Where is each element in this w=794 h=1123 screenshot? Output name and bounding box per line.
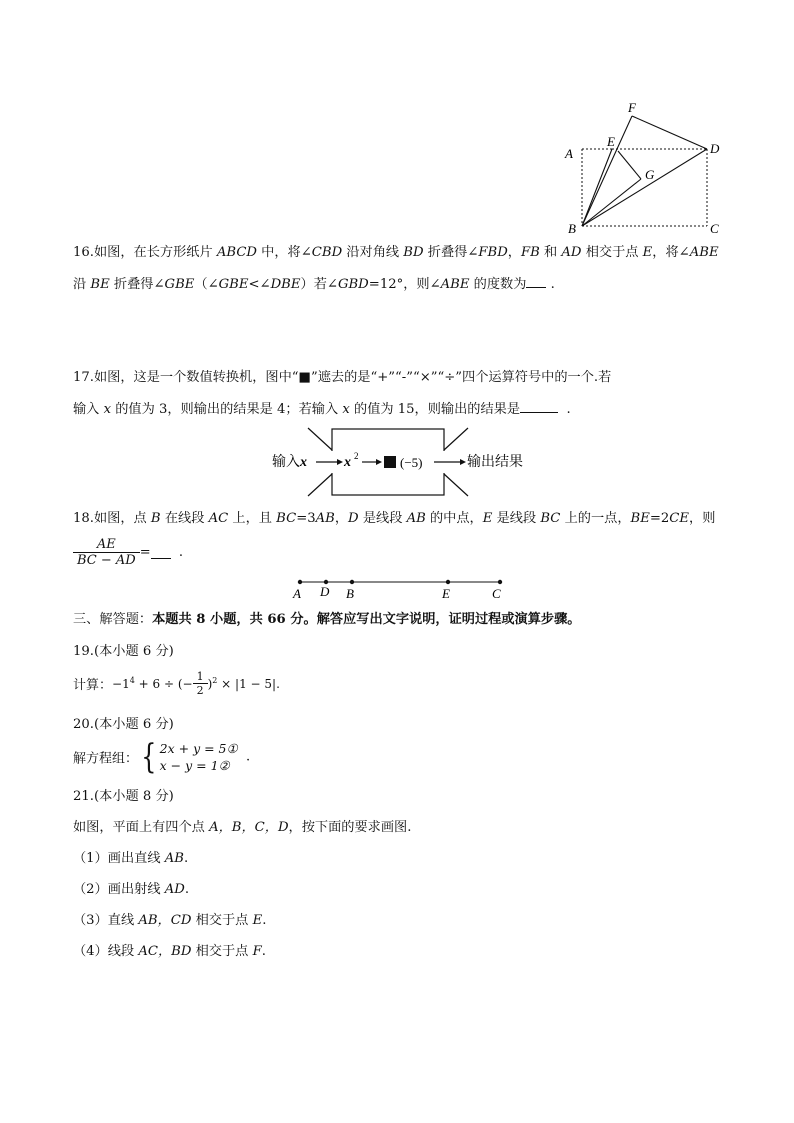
label-A: A	[565, 146, 573, 161]
arrow-2-head	[376, 459, 382, 465]
machine-x-squared: x	[344, 455, 351, 470]
q21-title: 21.(本小题 8 分)	[73, 789, 174, 804]
line-BF	[582, 116, 632, 226]
answer-blank-18[interactable]	[151, 546, 171, 559]
q17-line1: 17.如图，这是一个数值转换机，图中“■”遮去的是“+”“-”“×”“÷”四个运算符号中的一个.若	[73, 370, 612, 385]
equation-system: 2x + y = 5① x − y = 1②	[159, 741, 238, 773]
label-E: E	[607, 134, 615, 149]
funnel-top-left	[308, 428, 332, 450]
q20-title: 20.(本小题 6 分)	[73, 717, 174, 732]
label-E: E	[442, 586, 450, 601]
q20-system: 解方程组：{ 2x + y = 5① x − y = 1② .	[73, 737, 251, 777]
q21-intro: 如图，平面上有四个点 A，B，C，D，按下面的要求画图.	[73, 820, 412, 835]
point-E	[446, 580, 450, 584]
q19-title: 19.(本小题 6 分)	[73, 644, 174, 659]
point-B	[350, 580, 354, 584]
machine-sup-2: 2	[354, 451, 359, 461]
q18-fraction-line: $\frac{AE}{BC - AD}$ = .	[73, 537, 183, 568]
figure-16	[560, 100, 730, 235]
funnel-bottom-left	[308, 474, 332, 496]
label-C: C	[710, 221, 719, 235]
answer-blank-17[interactable]	[520, 400, 558, 413]
label-A: A	[293, 586, 301, 601]
label-B: B	[568, 221, 576, 235]
hidden-operator-square	[384, 456, 396, 468]
label-C: C	[492, 586, 501, 601]
line-FD	[632, 116, 707, 149]
machine-input-x: x	[300, 455, 307, 470]
q18-fraction: $\frac{AE}{BC - AD}$	[73, 537, 140, 568]
brace-icon: {	[141, 737, 157, 777]
q16-line1: 16.如图，在长方形纸片 ABCD 中，将∠CBD 沿对角线 BD 折叠得∠FBD，FB 和 AD 相交于点 E，将∠ABE	[73, 245, 719, 260]
q17-line2: 输入 x 的值为 3，则输出的结果是 4；若输入 x 的值为 15，则输出的结果是 .	[73, 402, 571, 417]
label-G: G	[645, 167, 655, 182]
funnel-bottom-right	[444, 474, 468, 496]
machine-input-label: 输入	[272, 455, 300, 470]
figure-18-segment	[290, 574, 510, 602]
q21-item-3: （3）直线 AB，CD 相交于点 E.	[73, 913, 267, 928]
label-B: B	[346, 586, 354, 601]
funnel-top-right	[444, 428, 468, 450]
q21-item-2: （2）画出射线 AD.	[73, 882, 190, 897]
label-D: D	[320, 584, 330, 599]
arrow-1-head	[337, 459, 343, 465]
q21-item-4: （4）线段 AC，BD 相交于点 F.	[73, 944, 266, 959]
q18-line1: 18.如图，点 B 在线段 AC 上，且 BC=3AB，D 是线段 AB 的中点，E 是线段 BC 上的一点，BE=2CE，则	[73, 511, 716, 526]
q21-item-1: （1）画出直线 AB.	[73, 851, 189, 866]
arrow-3-head	[460, 459, 466, 465]
label-D: D	[710, 141, 720, 156]
answer-blank-16[interactable]	[526, 275, 546, 288]
label-F: F	[628, 100, 636, 115]
point-A	[298, 580, 302, 584]
figure-17-machine	[270, 424, 530, 500]
line-EG	[618, 151, 641, 179]
q19-expression: 计算：$-1^4 + 6$ ÷ (− $\frac{1}{2}$ )$^2$ × |1 − 5|.	[73, 670, 280, 697]
machine-output-label: 输出结果	[467, 455, 523, 470]
line-BD	[582, 149, 707, 226]
section-3-heading: 三、解答题：本题共 8 小题，共 66 分。解答应写出文字说明，证明过程或演算步骤。	[73, 612, 581, 627]
point-C	[498, 580, 502, 584]
machine-minus5: (−5)	[400, 455, 423, 470]
q16-line2: 沿 BE 折叠得∠GBE（∠GBE<∠DBE）若∠GBD=12°，则∠ABE 的度数为 .	[73, 277, 555, 292]
